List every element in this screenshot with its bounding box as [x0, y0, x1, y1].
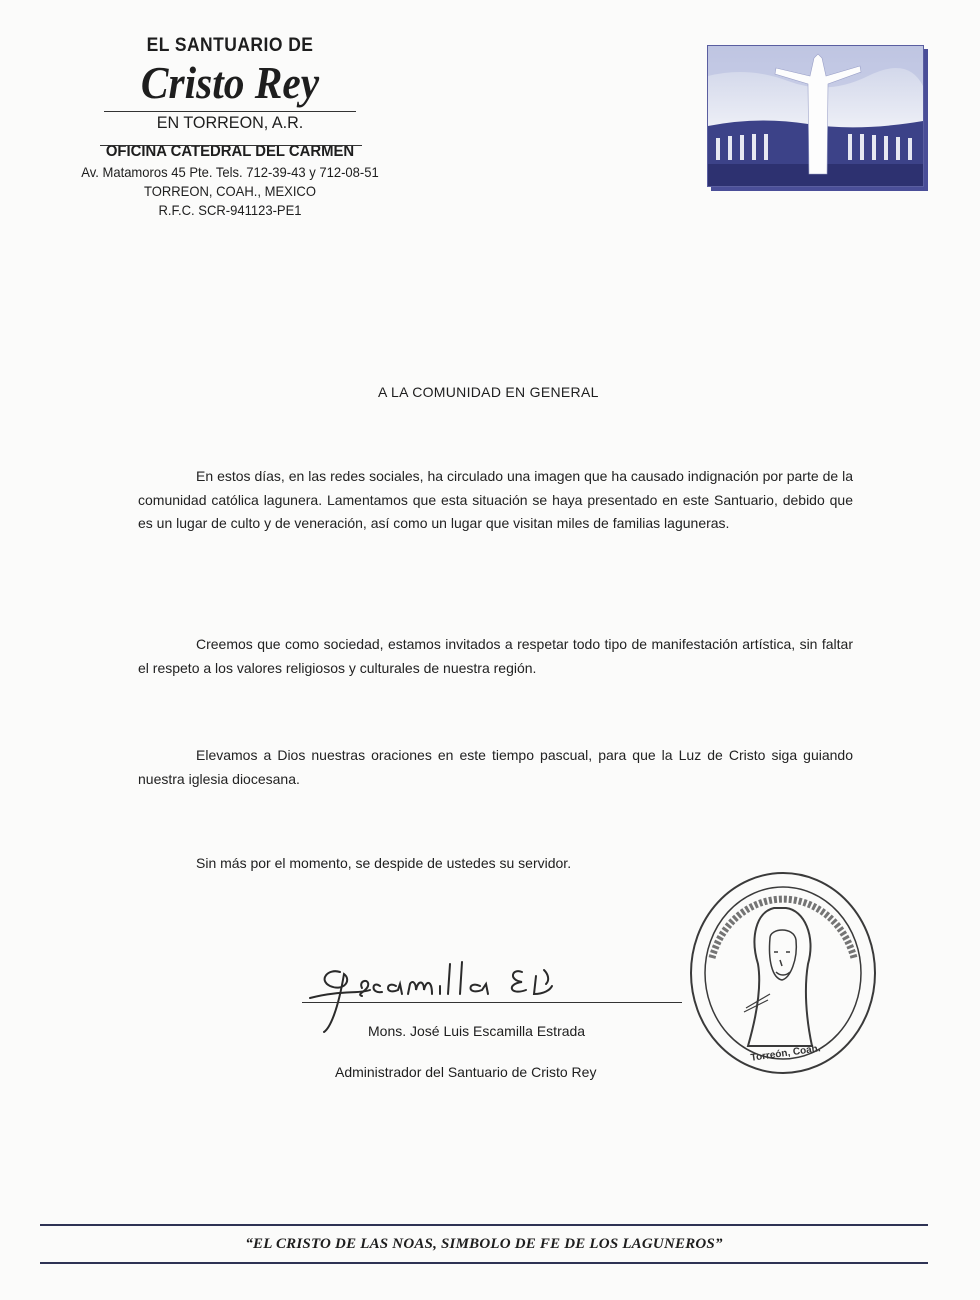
closing-line: Sin más por el momento, se despide de ustedes su servidor.: [196, 855, 572, 871]
footer-divider: [40, 1224, 928, 1226]
letterhead-name: Cristo Rey: [140, 57, 320, 108]
letterhead-rfc: R.F.C. SCR-941123-PE1: [158, 202, 302, 218]
seal-label: Torreón, Coah.: [750, 1043, 822, 1064]
letterhead-city-country: TORREON, COAH., MEXICO: [144, 183, 316, 199]
signer-role: Administrador del Santuario de Cristo Rey: [335, 1064, 597, 1080]
letterhead-address: Av. Matamoros 45 Pte. Tels. 712-39-43 y 712-08-51: [81, 164, 379, 180]
letterhead-divider: [100, 145, 362, 146]
signature-line: [302, 1002, 682, 1003]
recipient-heading: A LA COMUNIDAD EN GENERAL: [378, 384, 599, 400]
letterhead: [40, 35, 420, 220]
body-paragraph: Creemos que como sociedad, estamos invitados a respetar todo tipo de manifestación artística, sin faltar el respeto a los valores religiosos y culturales de nuestra región.: [138, 636, 853, 676]
letterhead-city: EN TORREON, A.R.: [156, 113, 304, 132]
letterhead-top-line: EL SANTUARIO DE: [146, 35, 314, 56]
footer-motto: “EL CRISTO DE LAS NOAS, SIMBOLO DE FE DE LOS LAGUNEROS”: [245, 1236, 723, 1252]
letterhead-divider: [104, 111, 356, 112]
body-paragraph: Elevamos a Dios nuestras oraciones en este tiempo pascual, para que la Luz de Cristo siga guiando nuestra iglesia diocesana.: [138, 747, 853, 787]
signer-name: Mons. José Luis Escamilla Estrada: [368, 1023, 586, 1039]
body-paragraph: En estos días, en las redes sociales, ha circulado una imagen que ha causado indignación por parte de la comunidad católica lagunera. Lamentamos que esta situación se haya presentado en este Santuario, debido que es un lugar de culto y de veneración, así como un lugar que visitan miles de familias laguneras.: [138, 468, 853, 531]
cristo-rey-statue-photo: [707, 45, 924, 187]
footer-divider: [40, 1262, 928, 1264]
official-seal-stamp: [686, 868, 881, 1083]
letterhead-office: OFICINA CATEDRAL DEL CARMEN: [105, 143, 355, 160]
